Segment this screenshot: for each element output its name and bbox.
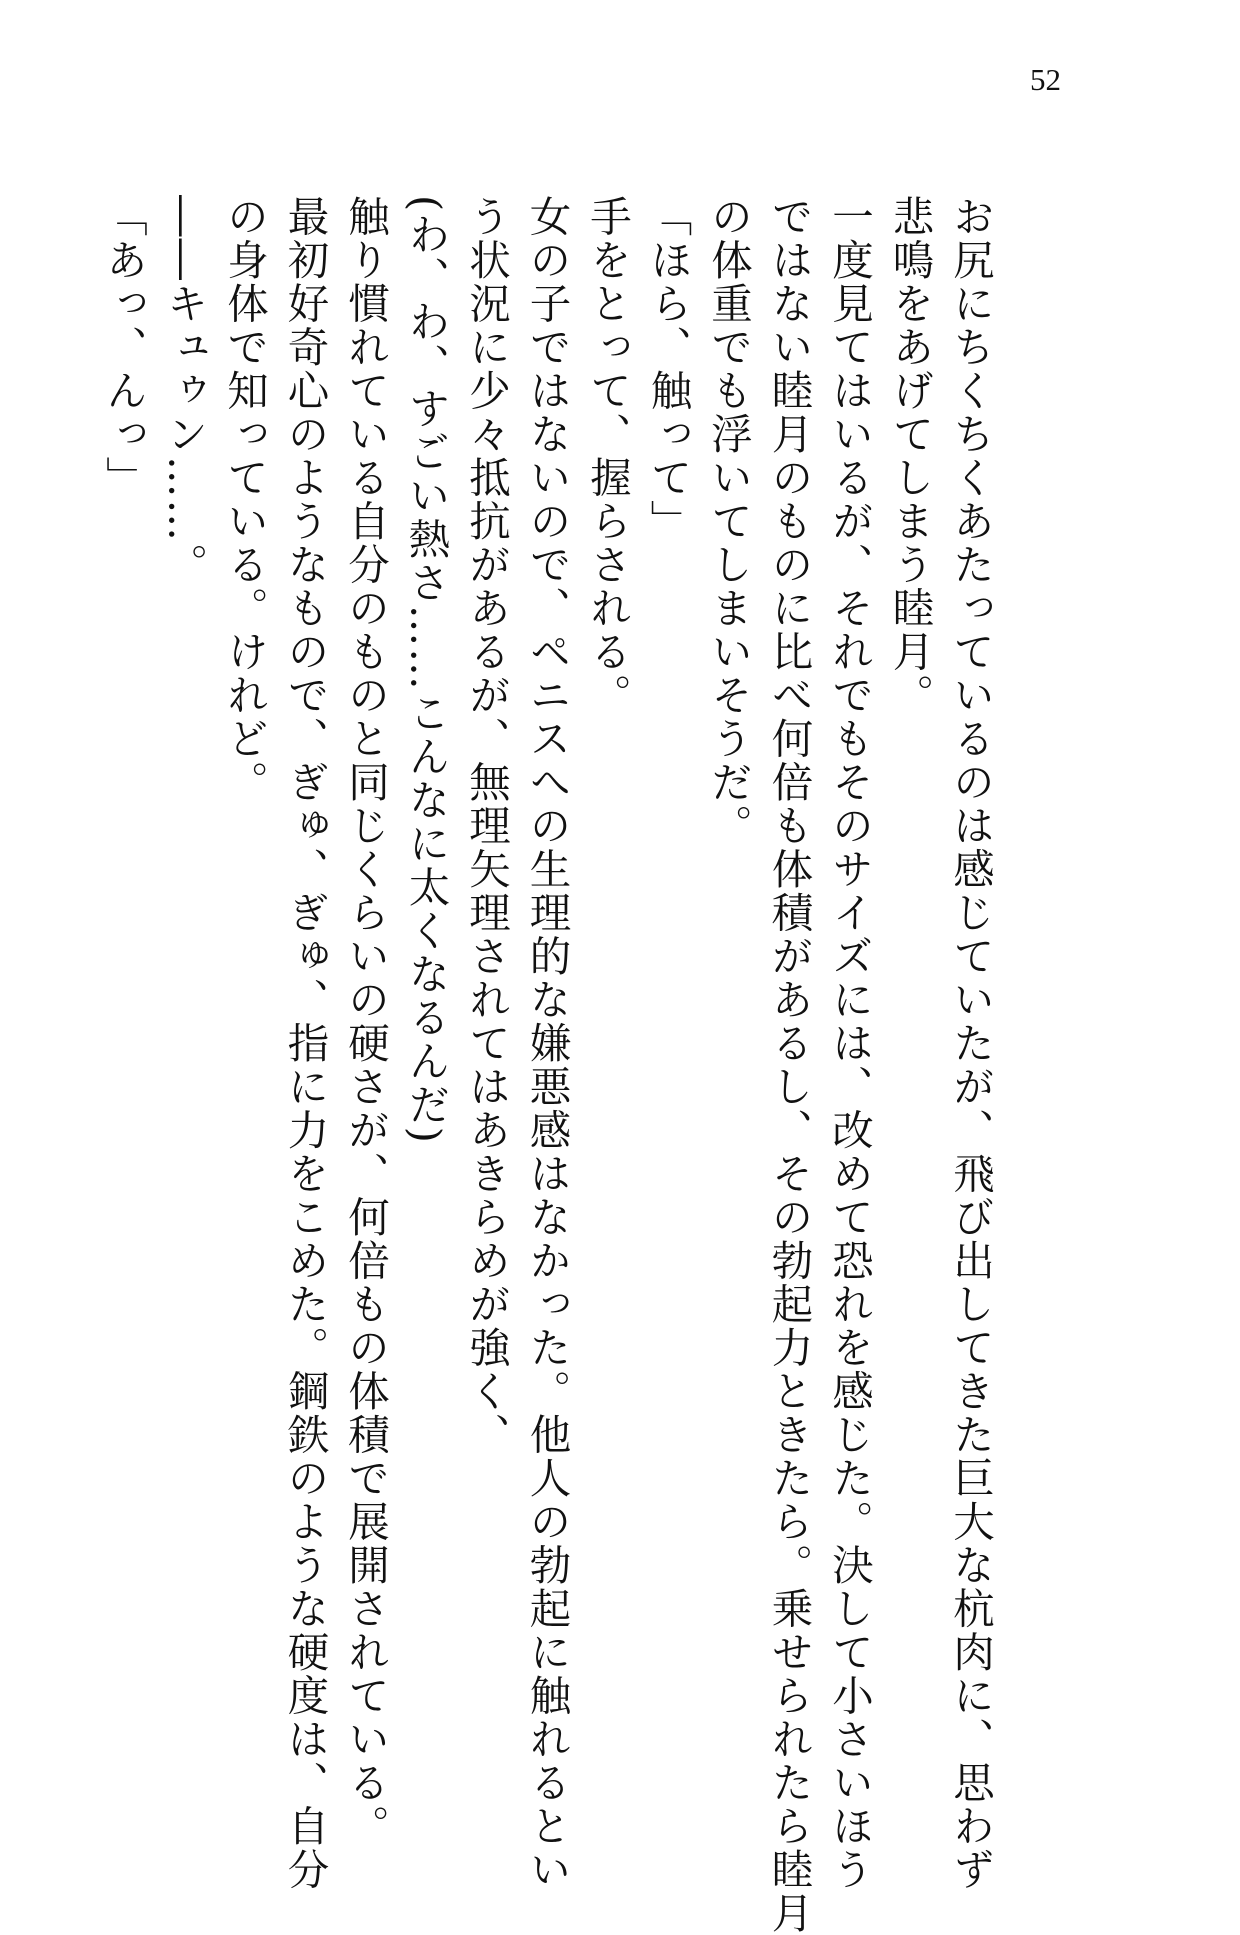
text-line: ――キュゥン……。 xyxy=(159,195,209,587)
text-line: 触り慣れている自分のものと同じくらいの硬さが、何倍もの体積で展開されている。 xyxy=(341,195,390,1848)
text-line: 最初好奇心のようなもので、ぎゅ、ぎゅ、指に力をこめた。鋼鉄のような硬度は、自分 xyxy=(280,195,330,1892)
text-line: 「ほら、触って」 xyxy=(643,195,693,543)
text-line: の身体で知っている。けれど。 xyxy=(220,195,269,804)
text-line: 「あっ、んっ」 xyxy=(99,195,148,500)
text-line: (わ、わ、すごい熱さ……こんなに太くなるんだ) xyxy=(401,195,451,1145)
text-line: 女の子ではないので、ペニスへの生理的な嫌悪感はなかった。他人の勃起に触れるとい xyxy=(522,195,572,1892)
page-number: 52 xyxy=(1030,62,1061,97)
text-line: 手をとって、握らされる。 xyxy=(583,195,632,717)
text-line: う状況に少々抵抗があるが、無理矢理されてはあきらめが強く、 xyxy=(462,195,511,1457)
body-text xyxy=(93,195,1001,1935)
text-line: お尻にちくちくあたっているのは感じていたが、飛び出してきた巨大な杭肉に、思わず xyxy=(946,195,995,1892)
text-line: 悲鳴をあげてしまう睦月。 xyxy=(885,195,935,717)
text-line: ではない睦月のものに比べ何倍も体積があるし、その勃起力ときたら。乗せられたら睦月 xyxy=(764,195,814,1935)
text-line: 一度見てはいるが、それでもそのサイズには、改めて恐れを感じた。決して小さいほう xyxy=(825,195,874,1892)
text-line: の体重でも浮いてしまいそうだ。 xyxy=(704,195,753,848)
